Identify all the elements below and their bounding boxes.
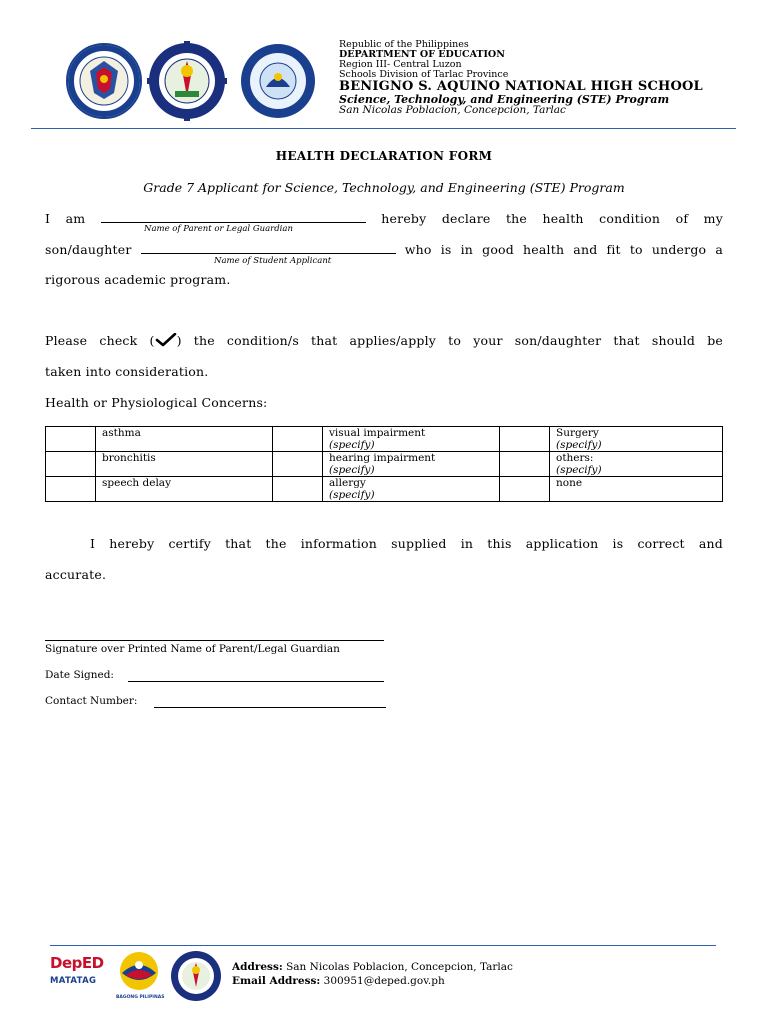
specify-note: (specify) (556, 439, 602, 452)
declaration-line-3: rigorous academic program. (45, 272, 231, 287)
table-cell (550, 427, 723, 452)
parent-name-caption: Name of Parent or Legal Guardian (144, 224, 293, 234)
student-name-caption: Name of Student Applicant (214, 256, 332, 266)
declaration-i-am: I am (45, 211, 86, 226)
table-row (46, 477, 723, 502)
table-cell (96, 427, 273, 452)
condition-label: bronchitis (102, 452, 156, 465)
condition-label: visual impairment (329, 427, 426, 439)
footer-contact-block (232, 961, 513, 988)
school-logo (147, 41, 227, 121)
bagong-pilipinas-text: BAGONG PILIPINAS (116, 995, 165, 1000)
date-signed-field[interactable] (128, 681, 384, 682)
form-subtitle: Grade 7 Applicant for Science, Technology, and Engineering (STE) Program (143, 180, 625, 195)
header-divider (31, 128, 736, 129)
table-cell (550, 452, 723, 477)
checkbox-bronchitis[interactable] (46, 452, 96, 477)
checkbox-none[interactable] (500, 477, 550, 502)
footer-address-line (232, 961, 513, 975)
signature-label: Signature over Printed Name of Parent/Legal Guardian (45, 643, 340, 655)
header-block (339, 40, 703, 116)
condition-label: hearing impairment (329, 452, 436, 465)
checkmark-icon (155, 333, 177, 347)
deped-seal-logo (66, 43, 142, 119)
declaration-good-health: who is in good health and fit to undergo a (404, 242, 723, 257)
certify-line-1: I hereby certify that the information supplied in this application is correct and (90, 536, 723, 551)
bagong-pilipinas-logo (116, 951, 165, 1001)
footer-email-line (232, 975, 513, 989)
deped-matatag-logo (50, 956, 106, 998)
checkbox-allergy[interactable] (273, 477, 323, 502)
header-program: Science, Technology, and Engineering (STE) Program (339, 92, 670, 106)
footer-email-label: Email Address: (232, 974, 321, 987)
certify-line-2: accurate. (45, 567, 107, 582)
check-instruction-line-2: taken into consideration. (45, 364, 209, 379)
declaration-line-2 (45, 241, 723, 257)
form-title: HEALTH DECLARATION FORM (275, 149, 493, 163)
parent-name-field[interactable] (101, 210, 366, 223)
condition-label: others: (556, 452, 594, 465)
checkbox-hearing-impairment[interactable] (273, 452, 323, 477)
specify-note: (specify) (329, 489, 375, 502)
table-cell (323, 427, 500, 452)
check-instruction-line-1 (45, 333, 723, 348)
table-row (46, 452, 723, 477)
footer-divider (50, 945, 716, 946)
table-cell (550, 477, 723, 502)
table-cell (323, 477, 500, 502)
header-school-name: BENIGNO S. AQUINO NATIONAL HIGH SCHOOL (339, 78, 703, 94)
condition-label: Surgery (556, 427, 599, 439)
condition-label: asthma (102, 427, 141, 439)
student-name-field[interactable] (141, 241, 396, 254)
check-instruction-a: Please check ( (45, 333, 155, 348)
contact-number-label: Contact Number: (45, 695, 138, 707)
header-address: San Nicolas Poblacion, Concepcion, Tarlac (339, 104, 566, 117)
deped-wordmark: DepED (50, 954, 104, 972)
checkbox-surgery[interactable] (500, 427, 550, 452)
concerns-heading: Health or Physiological Concerns: (45, 395, 268, 410)
table-cell (96, 452, 273, 477)
date-signed-label: Date Signed: (45, 669, 114, 681)
checkbox-visual-impairment[interactable] (273, 427, 323, 452)
checkbox-others[interactable] (500, 452, 550, 477)
footer-email-value: 300951@deped.gov.ph (323, 974, 445, 987)
declaration-son-daughter: son/daughter (45, 242, 132, 257)
contact-number-field[interactable] (154, 707, 386, 708)
header-department: DEPARTMENT OF EDUCATION (339, 48, 505, 60)
header-region: Region III- Central Luzon (339, 58, 462, 70)
table-cell (96, 477, 273, 502)
table-cell (323, 452, 500, 477)
condition-label: none (556, 477, 583, 490)
table-row (46, 427, 723, 452)
specify-note: (specify) (556, 464, 602, 477)
signature-field[interactable] (45, 640, 384, 641)
footer-address-value: San Nicolas Poblacion, Concepcion, Tarlac (286, 961, 513, 973)
condition-label: allergy (329, 477, 366, 490)
concerns-table (45, 426, 723, 502)
checkbox-asthma[interactable] (46, 427, 96, 452)
header-republic: Republic of the Philippines (339, 39, 469, 50)
specify-note: (specify) (329, 439, 375, 452)
specify-note: (specify) (329, 464, 375, 477)
header-division: Schools Division of Tarlac Province (339, 68, 509, 80)
check-instruction-b: ) the condition/s that applies/apply to your son/daughter that should be (176, 333, 723, 348)
footer-address-label: Address: (232, 961, 283, 973)
school-logo-footer (170, 950, 222, 1002)
condition-label: speech delay (102, 477, 172, 490)
matatag-wordmark: MATATAG (50, 976, 97, 986)
ste-program-logo (240, 43, 316, 119)
declaration-hereby: hereby declare the health condition of my (381, 211, 723, 226)
checkbox-speech-delay[interactable] (46, 477, 96, 502)
